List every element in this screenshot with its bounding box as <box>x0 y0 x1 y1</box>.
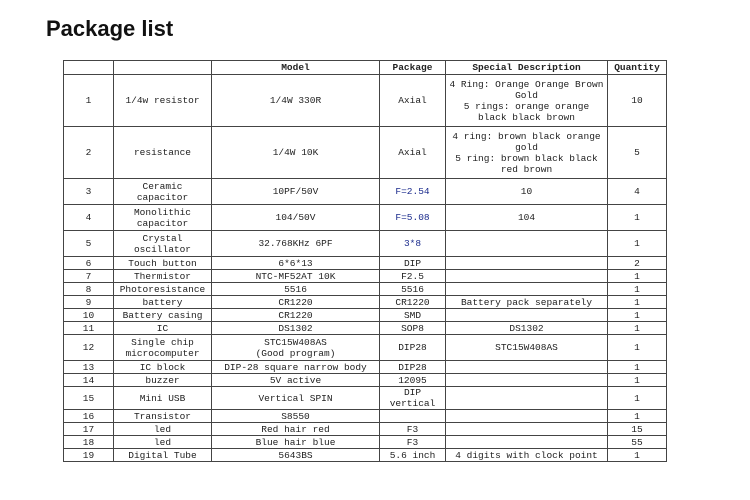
cell-model: 5516 <box>212 283 380 296</box>
table-row <box>64 410 667 423</box>
cell-package: F3 <box>380 423 446 436</box>
cell-package: 5516 <box>380 283 446 296</box>
cell-description <box>446 361 608 374</box>
cell-description: 10 <box>446 179 608 205</box>
cell-number: 16 <box>64 410 114 423</box>
cell-package: 12095 <box>380 374 446 387</box>
cell-name: Single chip microcomputer <box>114 335 212 361</box>
cell-quantity: 55 <box>608 436 667 449</box>
cell-quantity: 1 <box>608 335 667 361</box>
cell-model: DS1302 <box>212 322 380 335</box>
cell-quantity: 1 <box>608 205 667 231</box>
table-row <box>64 296 667 309</box>
cell-name: Photoresistance <box>114 283 212 296</box>
cell-package: F=5.08 <box>380 205 446 231</box>
cell-model: 104/50V <box>212 205 380 231</box>
table-row <box>64 231 667 257</box>
cell-quantity: 1 <box>608 283 667 296</box>
cell-description: 104 <box>446 205 608 231</box>
cell-description: Battery pack separately <box>446 296 608 309</box>
cell-quantity: 1 <box>608 374 667 387</box>
cell-description <box>446 270 608 283</box>
cell-quantity: 1 <box>608 361 667 374</box>
cell-quantity: 1 <box>608 309 667 322</box>
page-title: Package list <box>46 16 174 41</box>
cell-name: led <box>114 436 212 449</box>
cell-number: 14 <box>64 374 114 387</box>
cell-quantity: 1 <box>608 296 667 309</box>
cell-number: 8 <box>64 283 114 296</box>
table-row <box>64 449 667 462</box>
table-row <box>64 75 667 127</box>
table-body <box>64 75 667 462</box>
cell-number: 2 <box>64 127 114 179</box>
cell-model: S8550 <box>212 410 380 423</box>
cell-number: 3 <box>64 179 114 205</box>
table-row <box>64 335 667 361</box>
cell-quantity: 1 <box>608 270 667 283</box>
table-row <box>64 270 667 283</box>
cell-name: Touch button <box>114 257 212 270</box>
cell-package: 5.6 inch <box>380 449 446 462</box>
cell-model: CR1220 <box>212 309 380 322</box>
cell-name: resistance <box>114 127 212 179</box>
table-row <box>64 436 667 449</box>
cell-package: DIP28 <box>380 361 446 374</box>
cell-number: 6 <box>64 257 114 270</box>
table-row <box>64 179 667 205</box>
cell-number: 9 <box>64 296 114 309</box>
cell-model: 1/4W 10K <box>212 127 380 179</box>
cell-quantity: 1 <box>608 322 667 335</box>
cell-model: STC15W408AS (Good program) <box>212 335 380 361</box>
cell-number: 4 <box>64 205 114 231</box>
cell-name: Monolithic capacitor <box>114 205 212 231</box>
table-row <box>64 374 667 387</box>
header-description: Special Description <box>446 61 608 75</box>
cell-model: 5643BS <box>212 449 380 462</box>
table-row <box>64 309 667 322</box>
cell-description <box>446 257 608 270</box>
cell-number: 1 <box>64 75 114 127</box>
cell-quantity: 5 <box>608 127 667 179</box>
cell-model: 32.768KHz 6PF <box>212 231 380 257</box>
cell-name: Ceramic capacitor <box>114 179 212 205</box>
cell-description: 4 ring: brown black orange gold 5 ring: brown black black red brown <box>446 127 608 179</box>
cell-quantity: 1 <box>608 231 667 257</box>
table-row <box>64 205 667 231</box>
header-quantity: Quantity <box>608 61 667 75</box>
cell-quantity: 2 <box>608 257 667 270</box>
table-row <box>64 361 667 374</box>
cell-name: Thermistor <box>114 270 212 283</box>
table-row <box>64 257 667 270</box>
cell-quantity: 1 <box>608 449 667 462</box>
cell-name: Crystal oscillator <box>114 231 212 257</box>
table-row <box>64 423 667 436</box>
cell-model: 1/4W 330R <box>212 75 380 127</box>
cell-number: 19 <box>64 449 114 462</box>
cell-package: 3*8 <box>380 231 446 257</box>
cell-model: NTC-MF52AT 10K <box>212 270 380 283</box>
cell-package: SMD <box>380 309 446 322</box>
cell-package: CR1220 <box>380 296 446 309</box>
cell-package: Axial <box>380 127 446 179</box>
cell-model: Vertical SPIN <box>212 387 380 410</box>
cell-name: battery <box>114 296 212 309</box>
cell-package: DIP28 <box>380 335 446 361</box>
cell-description: 4 digits with clock point <box>446 449 608 462</box>
cell-model: 5V active <box>212 374 380 387</box>
cell-description <box>446 436 608 449</box>
cell-number: 18 <box>64 436 114 449</box>
header-package: Package <box>380 61 446 75</box>
cell-package: DIP vertical <box>380 387 446 410</box>
cell-name: IC <box>114 322 212 335</box>
cell-model: 6*6*13 <box>212 257 380 270</box>
header-no <box>64 61 114 75</box>
table-row <box>64 283 667 296</box>
cell-name: Mini USB <box>114 387 212 410</box>
header-name <box>114 61 212 75</box>
cell-package <box>380 410 446 423</box>
cell-package: Axial <box>380 75 446 127</box>
cell-name: led <box>114 423 212 436</box>
cell-model: 10PF/50V <box>212 179 380 205</box>
cell-package: SOP8 <box>380 322 446 335</box>
table-row <box>64 322 667 335</box>
cell-description <box>446 423 608 436</box>
package-table <box>63 60 667 462</box>
cell-name: Digital Tube <box>114 449 212 462</box>
cell-quantity: 4 <box>608 179 667 205</box>
cell-model: DIP-28 square narrow body <box>212 361 380 374</box>
cell-description: 4 Ring: Orange Orange Brown Gold 5 rings: orange orange black black brown <box>446 75 608 127</box>
cell-number: 15 <box>64 387 114 410</box>
table-row <box>64 127 667 179</box>
cell-number: 11 <box>64 322 114 335</box>
cell-name: Battery casing <box>114 309 212 322</box>
cell-name: 1/4w resistor <box>114 75 212 127</box>
cell-package: F3 <box>380 436 446 449</box>
cell-description <box>446 374 608 387</box>
cell-description <box>446 410 608 423</box>
cell-quantity: 1 <box>608 410 667 423</box>
cell-description <box>446 283 608 296</box>
cell-quantity: 10 <box>608 75 667 127</box>
cell-package: F=2.54 <box>380 179 446 205</box>
cell-description <box>446 309 608 322</box>
table-row <box>64 387 667 410</box>
cell-quantity: 15 <box>608 423 667 436</box>
cell-name: IC block <box>114 361 212 374</box>
cell-model: CR1220 <box>212 296 380 309</box>
cell-number: 13 <box>64 361 114 374</box>
cell-number: 17 <box>64 423 114 436</box>
cell-description: DS1302 <box>446 322 608 335</box>
cell-description <box>446 387 608 410</box>
cell-number: 5 <box>64 231 114 257</box>
table-header-row <box>64 61 667 75</box>
cell-name: buzzer <box>114 374 212 387</box>
cell-package: F2.5 <box>380 270 446 283</box>
cell-name: Transistor <box>114 410 212 423</box>
cell-package: DIP <box>380 257 446 270</box>
cell-description: STC15W408AS <box>446 335 608 361</box>
cell-number: 7 <box>64 270 114 283</box>
cell-model: Blue hair blue <box>212 436 380 449</box>
cell-quantity: 1 <box>608 387 667 410</box>
cell-number: 12 <box>64 335 114 361</box>
cell-number: 10 <box>64 309 114 322</box>
header-model: Model <box>212 61 380 75</box>
cell-model: Red hair red <box>212 423 380 436</box>
cell-description <box>446 231 608 257</box>
